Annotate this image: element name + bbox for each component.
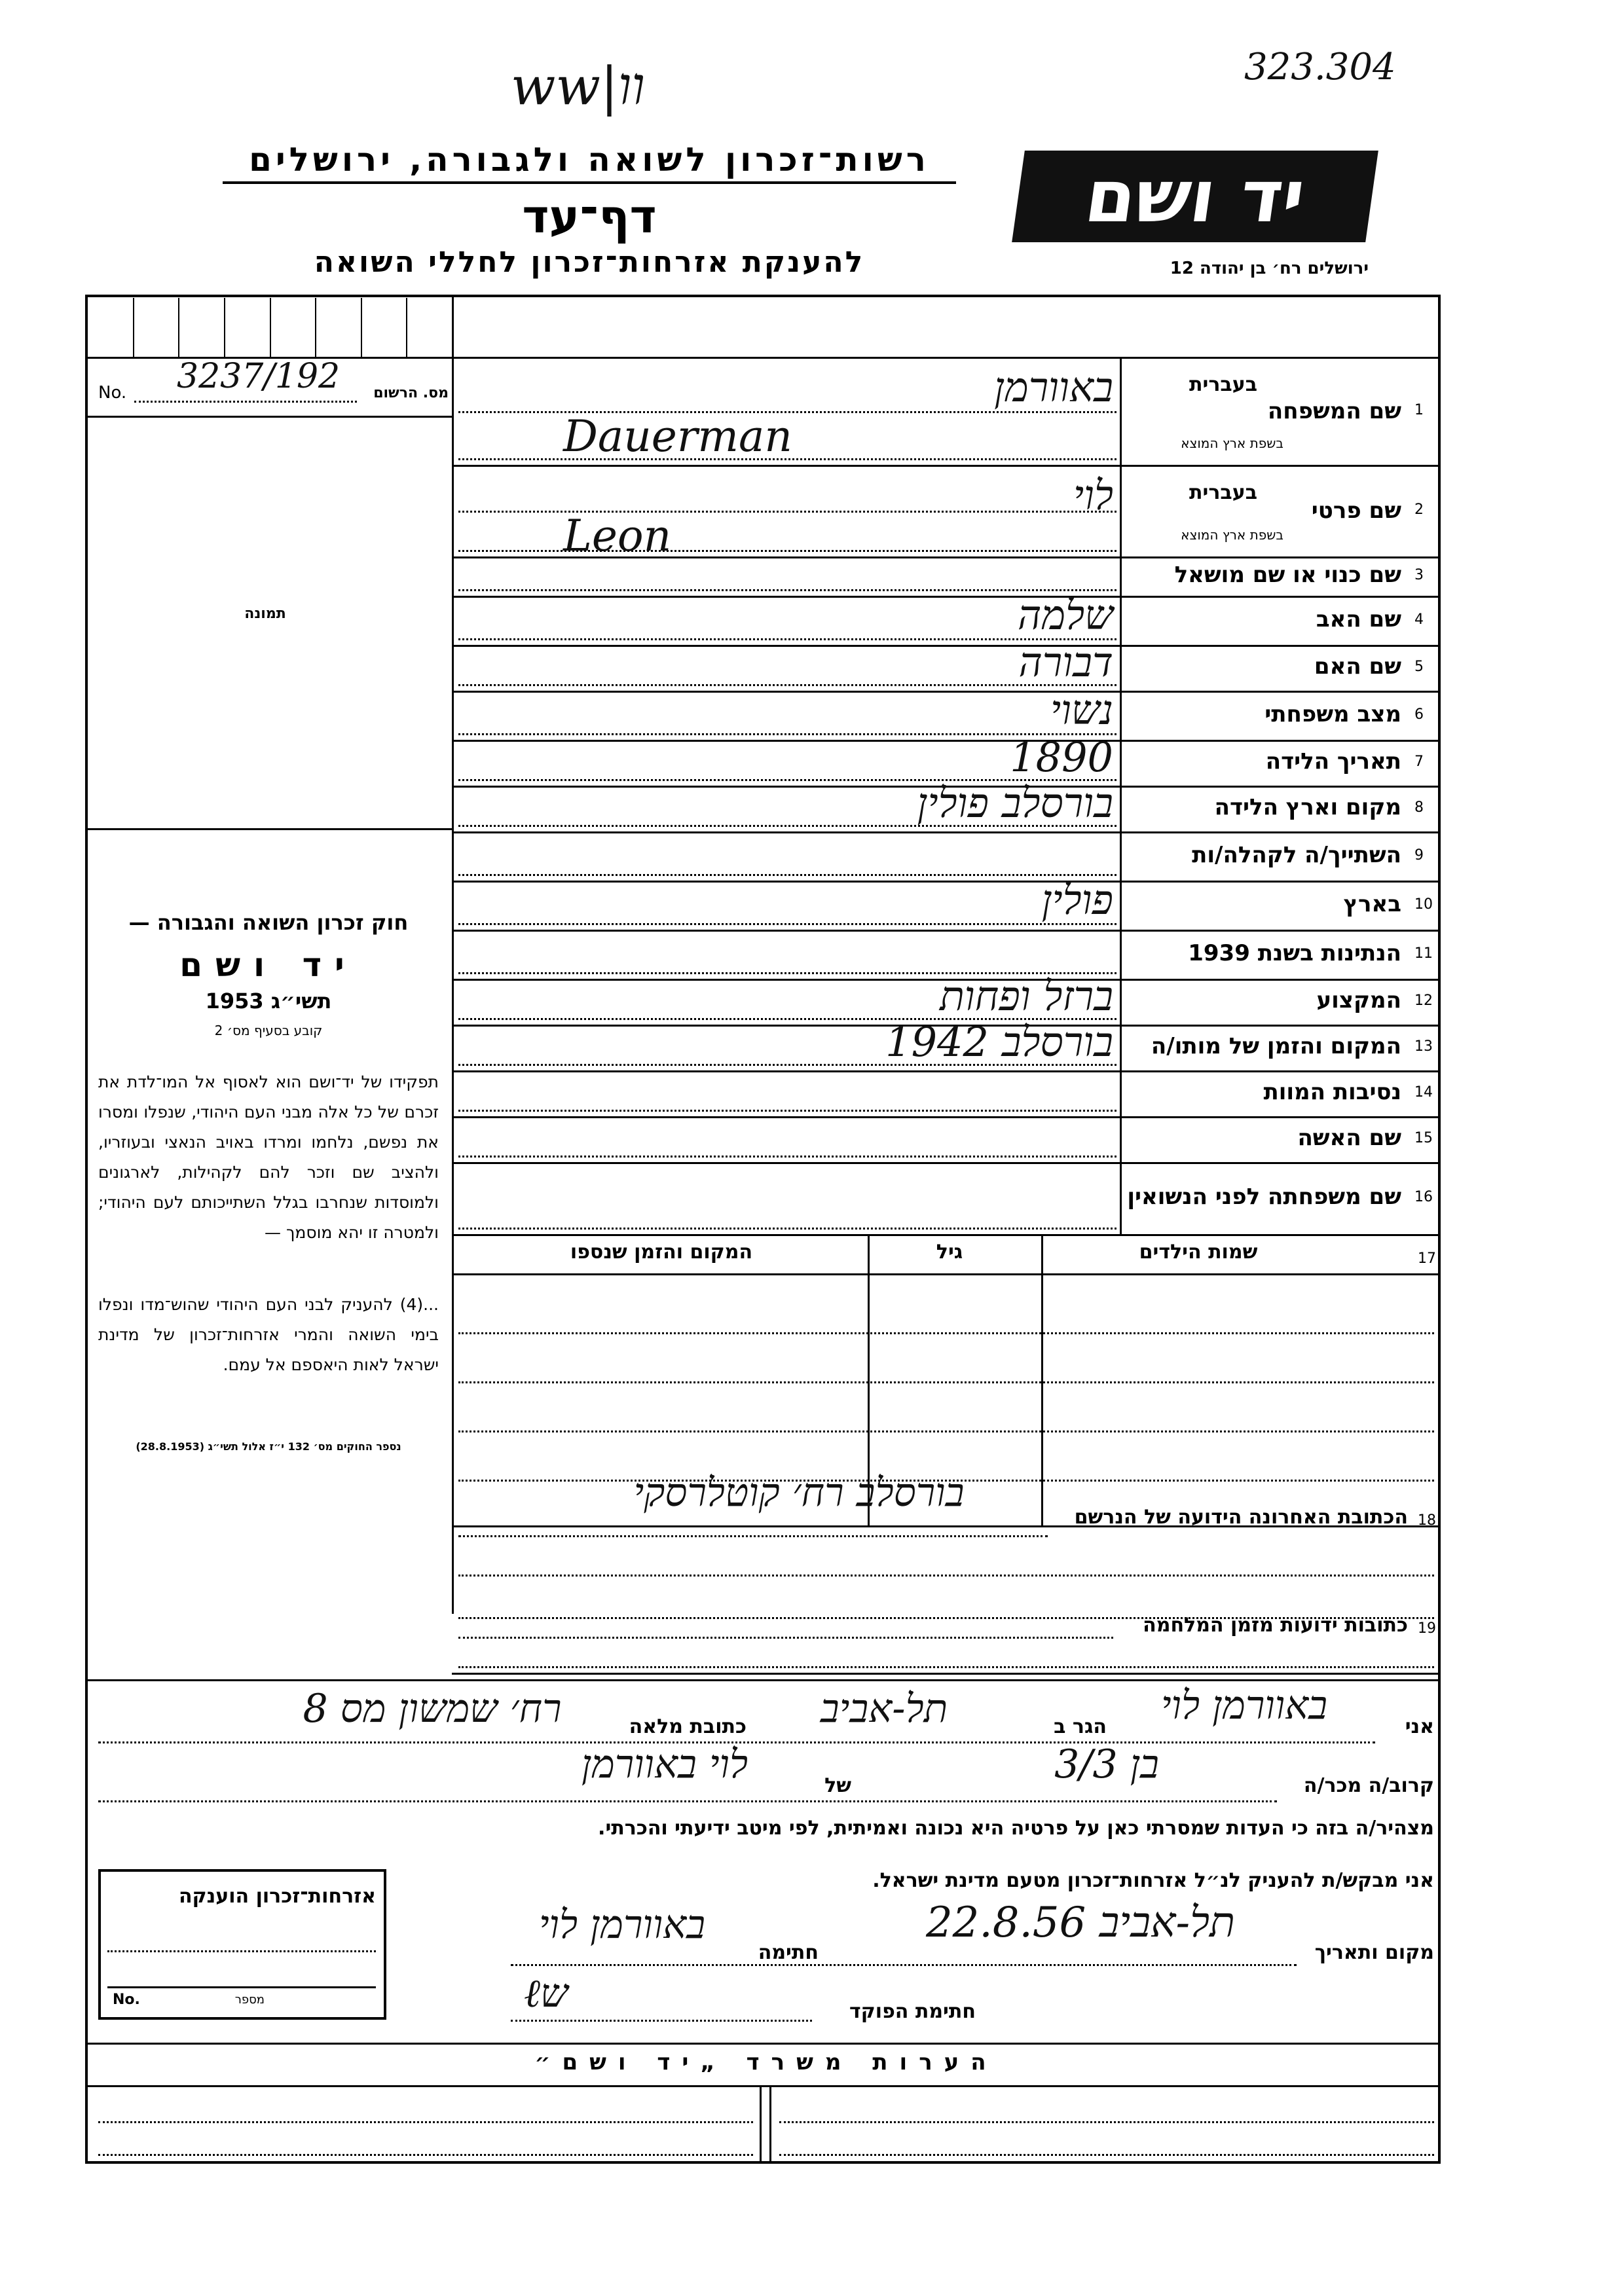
field-value-latin: Leon [563, 511, 672, 561]
address18-label: הכתובת האחרונה הידועה של הנרשם [1074, 1506, 1408, 1529]
field-number: 2 [1414, 501, 1424, 518]
field-value: לוי [1073, 471, 1113, 519]
signature-value: באוורמן לוי [538, 1902, 706, 1948]
officer-signature: ℓש [524, 1971, 568, 2016]
field-label: מקום וארץ הלידה [1214, 794, 1401, 820]
children-col-age: גיל [936, 1241, 963, 1264]
law-paragraph-2: ...(4) להעניק לבני העם היהודי שהוש־מדו ונפלו בימי השואה והמרי אזרחות־זכרון של מדינת ישראל לאות היאספם אל עמם. [98, 1295, 439, 1374]
field-sub-hebrew: בעברית [1189, 481, 1257, 504]
yad-vashem-logo [1012, 151, 1378, 242]
field-number: 10 [1414, 896, 1433, 913]
field-value: 1890 [1010, 733, 1113, 781]
lives-value: תל-אביב [820, 1686, 948, 1732]
field-number: 8 [1414, 799, 1424, 816]
field-value: בורסלב 1942 [885, 1018, 1113, 1066]
field-number: 12 [1414, 993, 1433, 1009]
field-label: שם המשפחה [1267, 397, 1401, 424]
place-date-value: תל-אביב 22.8.56 [925, 1899, 1236, 1947]
place-date-label: מקום ותאריך [1314, 1941, 1434, 1964]
address-line: ירושלים רח׳ בן יהודה 12 [1170, 259, 1369, 278]
field-sub-origin: בשפת ארץ המוצא [1181, 527, 1283, 543]
lives-label: הגר ב [1054, 1715, 1107, 1738]
field-label: תאריך הלידה [1265, 748, 1401, 774]
declaration-line4: אני מבקש/ת להעניק לנ״ל אזרחות־זכרון מטעם מדינת ישראל. [872, 1869, 1434, 1892]
law-year: תשי״ג 1953 [205, 989, 332, 1013]
signature-label: חתימה [758, 1941, 819, 1964]
corner-number: 323.304 [1244, 46, 1396, 88]
stamp-title: אזרחות־זכרון הוענקה [178, 1885, 376, 1908]
field-number: 15 [1414, 1130, 1433, 1146]
field-label: נסיבות המוות [1263, 1079, 1401, 1105]
field-label: שם משפחתה לפני הנשואין [1127, 1184, 1401, 1210]
field-number: 7 [1414, 754, 1424, 770]
form-subtitle: להענקת אזרחות־זכרון לחללי השואה [314, 246, 865, 279]
field-number: 9 [1414, 847, 1424, 864]
no-label: No. [98, 383, 127, 403]
field-number: 11 [1414, 945, 1433, 962]
field-value: בורסלב פולין [917, 779, 1113, 827]
declaration-i: אני [1405, 1715, 1434, 1738]
code-boxes [88, 298, 452, 357]
field-label: שם האם [1314, 653, 1401, 680]
field-label: מצב משפחתי [1264, 701, 1401, 727]
declaration-line3: מצהיר/ה בזה כי העדות שמסרתי כאן על פרטיה היא נכונה ואמיתית, לפי מיטב ידיעתי והכרתי. [598, 1817, 1434, 1840]
authority-title: רשות־זכרון לשואה ולגבורה, ירושלים [223, 141, 956, 184]
of-label: של [824, 1774, 851, 1797]
officer-label: חתימת הפוקד [849, 2000, 976, 2023]
field-value: שלמה [1018, 591, 1113, 639]
field-number: 4 [1414, 611, 1424, 628]
field-value: באוורמן [994, 363, 1113, 411]
logo-text: יד ושם [1080, 155, 1310, 238]
field-label: השתייך/ה לקהלה/ות [1192, 841, 1401, 868]
address18-value: בורסלב רח׳ קוטלרסקי [633, 1470, 965, 1516]
address19-label: כתובות ידועות מזמן המלחמה [1143, 1614, 1408, 1637]
photo-label: תמונה [244, 606, 286, 622]
top-handwriting: ww|וו [511, 56, 645, 117]
law-paragraph-1: תפקידו של יד־ושם הוא לאסוף אל המו־לדת את זכרם של כל אלה מבני העם היהודי, שנפלו ומסרו את נפשם, נלחמו ומרדו באויב הנאצי ובעוזריו, ולהציב שם וזכר להם לקהילות, לארגונים ולמוסדות שנחרבו בגלל השתייכותם לעם היהודי; ולמטרה זו יהא מוסמך — [98, 1072, 439, 1242]
field-value: דבורה [1018, 638, 1113, 686]
field-number: 6 [1414, 706, 1424, 723]
field-value-latin: Dauerman [563, 410, 792, 462]
field-label: בארץ [1343, 890, 1401, 917]
law-name: יד ושם [179, 946, 358, 984]
law-footnote: נספר החוקים מס׳ 132 י״ז אלול תשי״ג (28.8.1953) [136, 1440, 401, 1453]
field-label: הנתינות בשנת 1939 [1188, 939, 1401, 966]
notes-title: הערות משרד „יד ושם״ [534, 2049, 998, 2075]
field-value: נשוי [1050, 685, 1113, 734]
stamp-box [98, 1869, 386, 2020]
stamp-num-label: מספר [234, 1993, 265, 2007]
field-label: המקצוע [1316, 987, 1401, 1013]
law-section: קובע בסעיף מס׳ 2 [214, 1023, 323, 1038]
registry-number: 3237/192 [177, 357, 341, 396]
children-number: 17 [1418, 1250, 1436, 1267]
declarant-name: באוורמן לוי [1160, 1683, 1328, 1728]
stamp-no-label: No. [113, 1992, 140, 2008]
field-sub-hebrew: בעברית [1189, 373, 1257, 396]
children-col-names: שמות הילדים [1139, 1241, 1258, 1264]
children-col-place: המקום והזמן שנספו [570, 1241, 753, 1264]
field-number: 1 [1414, 401, 1424, 418]
field-label: המקום והזמן של מותו/ה [1151, 1033, 1401, 1059]
field-number: 16 [1414, 1189, 1433, 1205]
field-sub-origin: בשפת ארץ המוצא [1181, 435, 1283, 451]
of-value: לוי באוורמן [581, 1741, 748, 1787]
address19-number: 19 [1418, 1620, 1436, 1637]
registry-label: מס. הרשום [373, 385, 449, 401]
field-number: 3 [1414, 567, 1424, 583]
field-value: ברזל ופחות [939, 972, 1113, 1020]
field-number: 5 [1414, 659, 1424, 675]
form-title: דף־עד [522, 190, 657, 244]
field-label: שם פרטי [1311, 498, 1401, 524]
field-label: שם האשה [1297, 1125, 1401, 1151]
field-value: פולין [1041, 875, 1113, 924]
address-label: כתובת מלאה [629, 1715, 747, 1738]
relative-value: בן 3/3 [1054, 1741, 1159, 1787]
field-number: 13 [1414, 1038, 1433, 1055]
address18-number: 18 [1418, 1512, 1436, 1529]
relative-label: קרוב/ה מכר/ה [1303, 1774, 1434, 1797]
law-title: חוק זכרון השואה והגבורה — [128, 910, 409, 935]
field-label: שם כנוי או שם מושאל [1174, 562, 1401, 588]
field-number: 14 [1414, 1084, 1433, 1101]
address-value: רח׳ שמשון מס 8 [303, 1686, 562, 1732]
field-label: שם האב [1316, 606, 1401, 632]
